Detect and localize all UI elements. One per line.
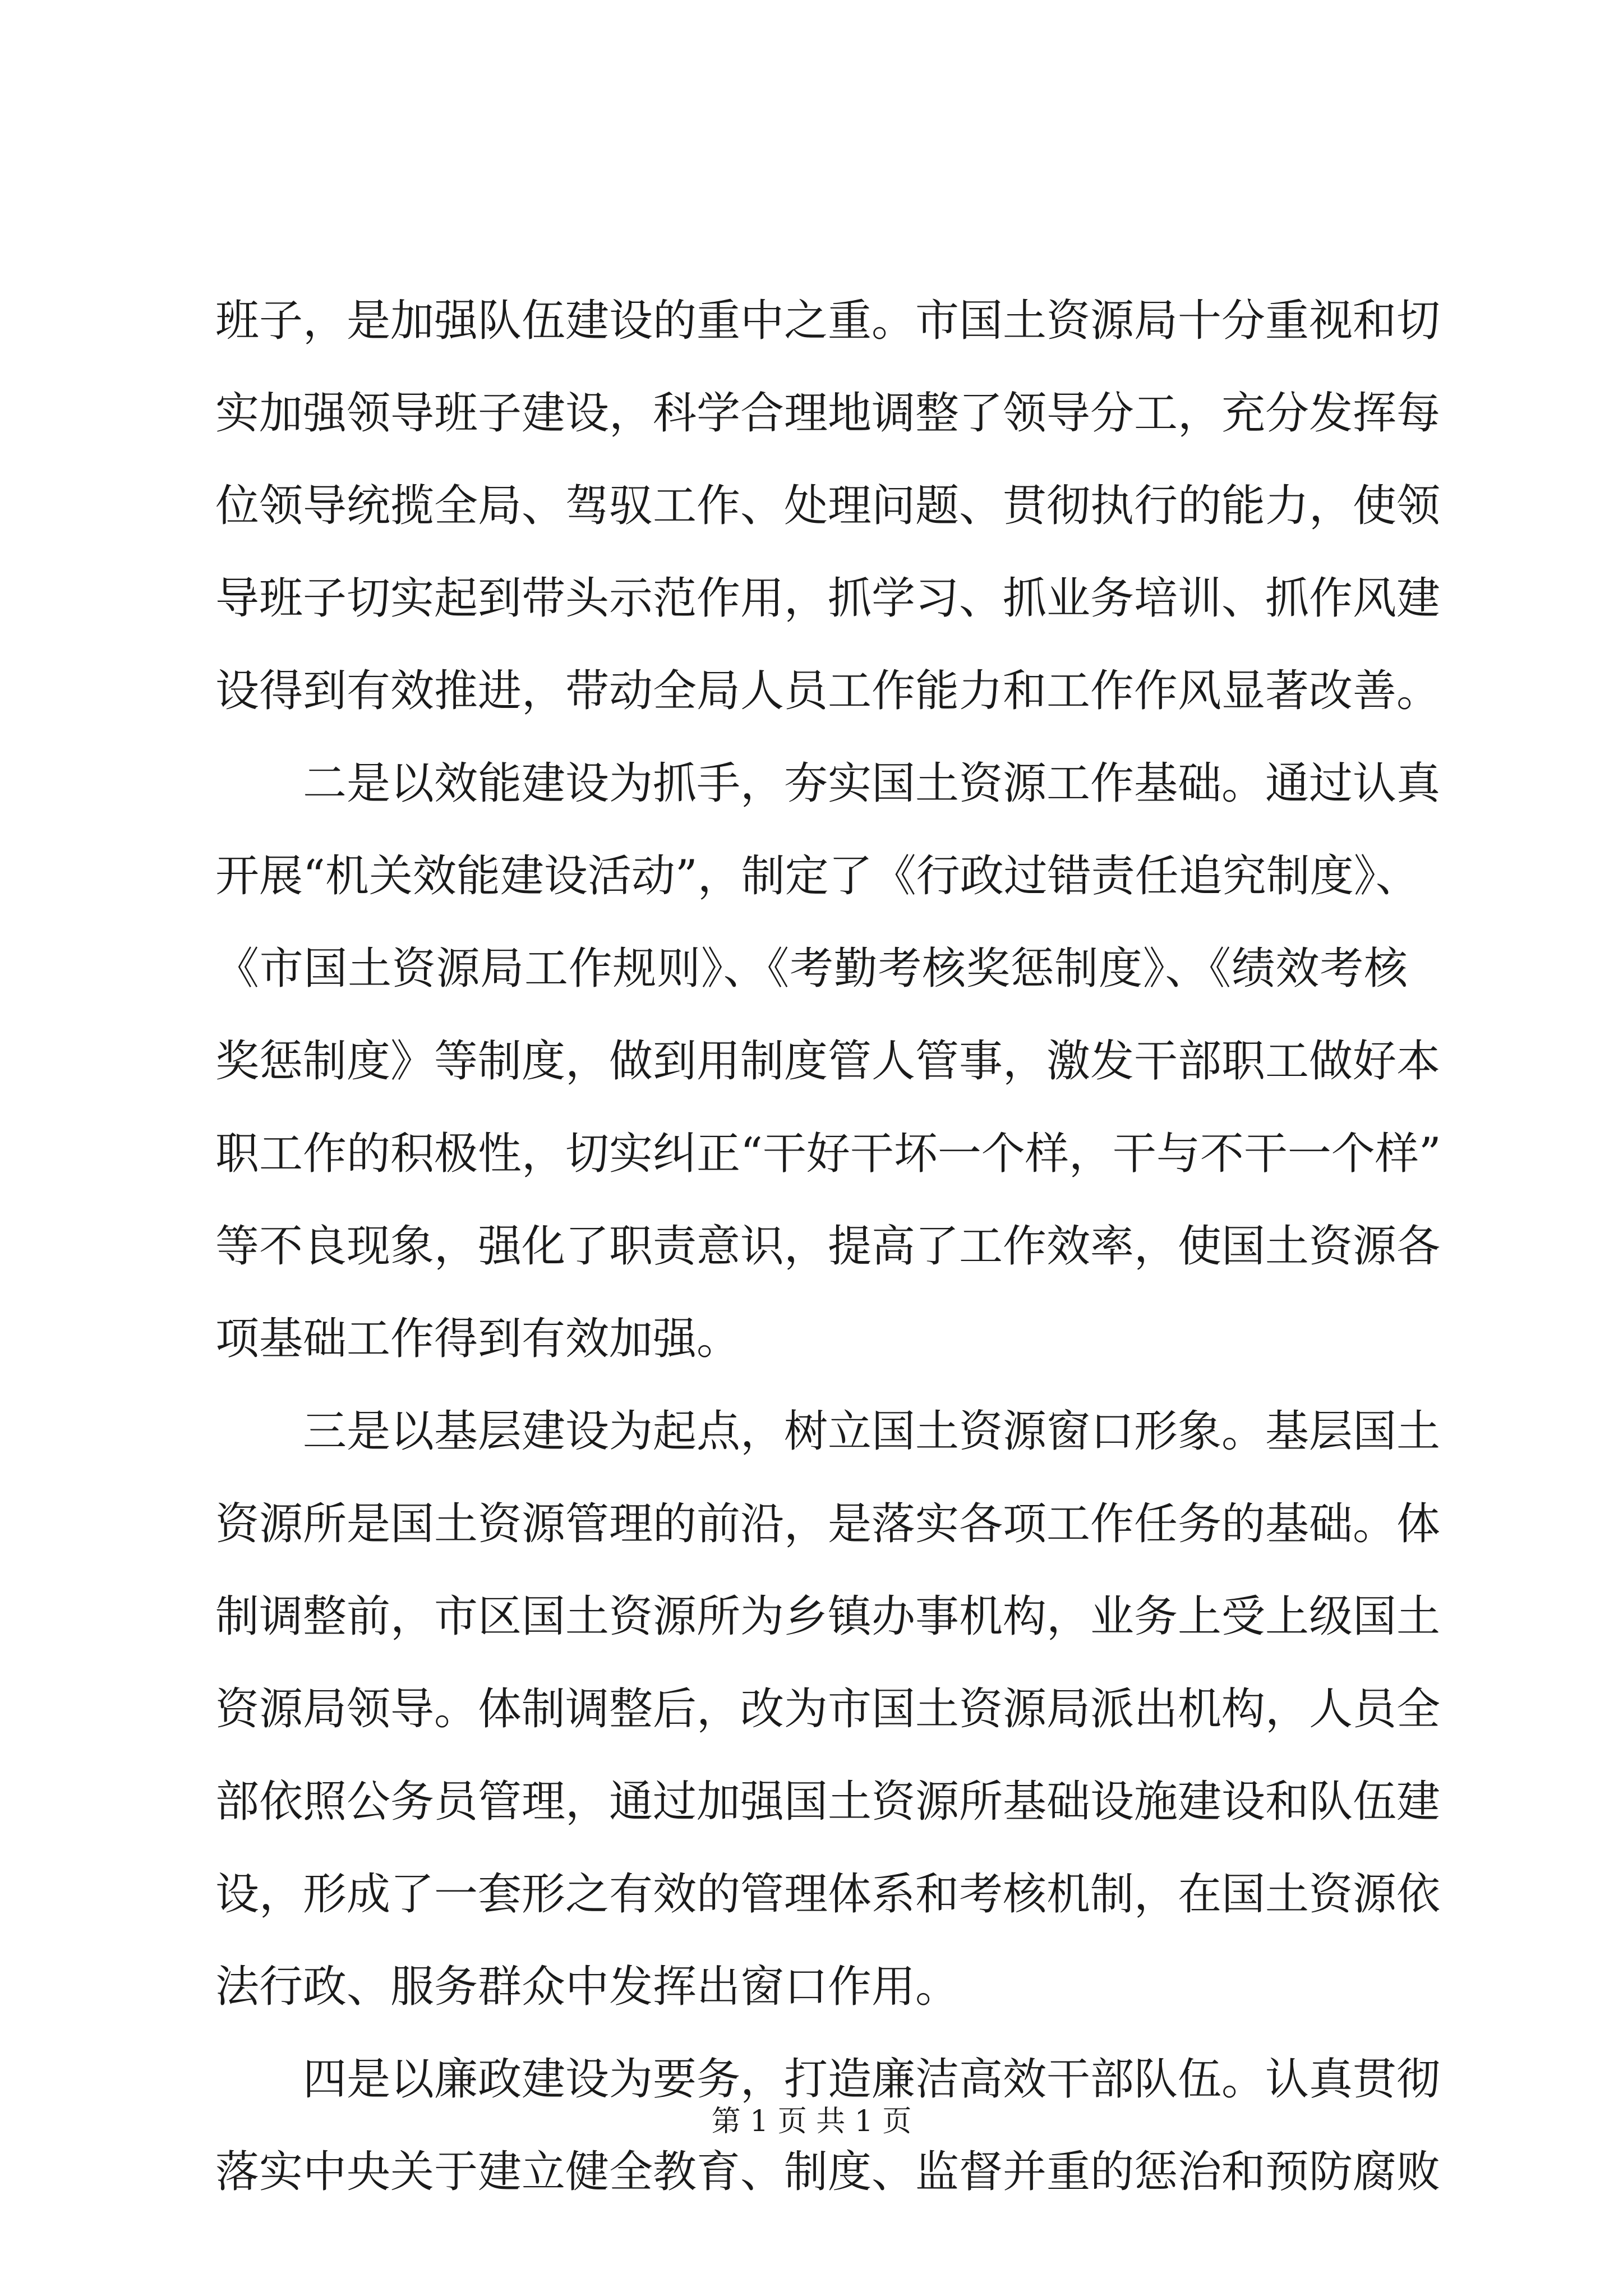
text-line: 资源所是国土资源管理的前沿，是落实各项工作任务的基础。体 — [215, 1499, 1441, 1549]
text-line: 奖惩制度》等制度，做到用制度管人管事，激发干部职工做好本 — [215, 1036, 1441, 1087]
paragraph-1 — [215, 275, 1441, 738]
text-line: 实加强领导班子建设，科学合理地调整了领导分工，充分发挥每 — [215, 388, 1441, 439]
text-line: 等不良现象，强化了职责意识，提高了工作效率，使国土资源各 — [215, 1221, 1441, 1272]
text-line: 落实中央关于建立健全教育、制度、监督并重的惩治和预防腐败 — [215, 2147, 1441, 2197]
text-line: 资源局领导。体制调整后，改为市国土资源局派出机构，人员全 — [215, 1684, 1441, 1734]
page-number-footer: 第 1 页 共 1 页 — [711, 2105, 912, 2138]
paragraph-3 — [215, 1386, 1441, 2033]
text-line: 位领导统揽全局、驾驭工作、处理问题、贯彻执行的能力，使领 — [215, 481, 1441, 531]
text-line: 部依照公务员管理，通过加强国土资源所基础设施建设和队伍建 — [215, 1777, 1441, 1827]
text-line: 法行政、服务群众中发挥出窗口作用。 — [215, 1962, 960, 2012]
text-line: 四是以廉政建设为要务，打造廉洁高效干部队伍。认真贯彻 — [303, 2054, 1441, 2105]
text-line: 职工作的积极性，切实纠正“干好干坏一个样，干与不干一个样” — [215, 1129, 1441, 1179]
text-line: 二是以效能建设为抓手，夯实国土资源工作基础。通过认真 — [303, 758, 1441, 809]
document-body — [215, 275, 1441, 2219]
text-line: 《市国土资源局工作规则》、《考勤考核奖惩制度》、《绩效考核 — [215, 944, 1408, 994]
text-line: 设，形成了一套形之有效的管理体系和考核机制，在国土资源依 — [215, 1869, 1441, 1920]
text-line: 制调整前，市区国土资源所为乡镇办事机构，业务上受上级国土 — [215, 1591, 1441, 1642]
text-line: 班子，是加强队伍建设的重中之重。市国土资源局十分重视和切 — [215, 296, 1441, 346]
text-line: 导班子切实起到带头示范作用，抓学习、抓业务培训、抓作风建 — [215, 573, 1441, 624]
text-line: 项基础工作得到有效加强。 — [215, 1314, 741, 1364]
text-line: 开展“机关效能建设活动”，制定了《行政过错责任追究制度》、 — [215, 851, 1419, 901]
text-line: 三是以基层建设为起点，树立国土资源窗口形象。基层国土 — [303, 1406, 1441, 1457]
paragraph-2 — [215, 738, 1441, 1386]
text-line: 设得到有效推进，带动全局人员工作能力和工作作风显著改善。 — [215, 666, 1441, 716]
